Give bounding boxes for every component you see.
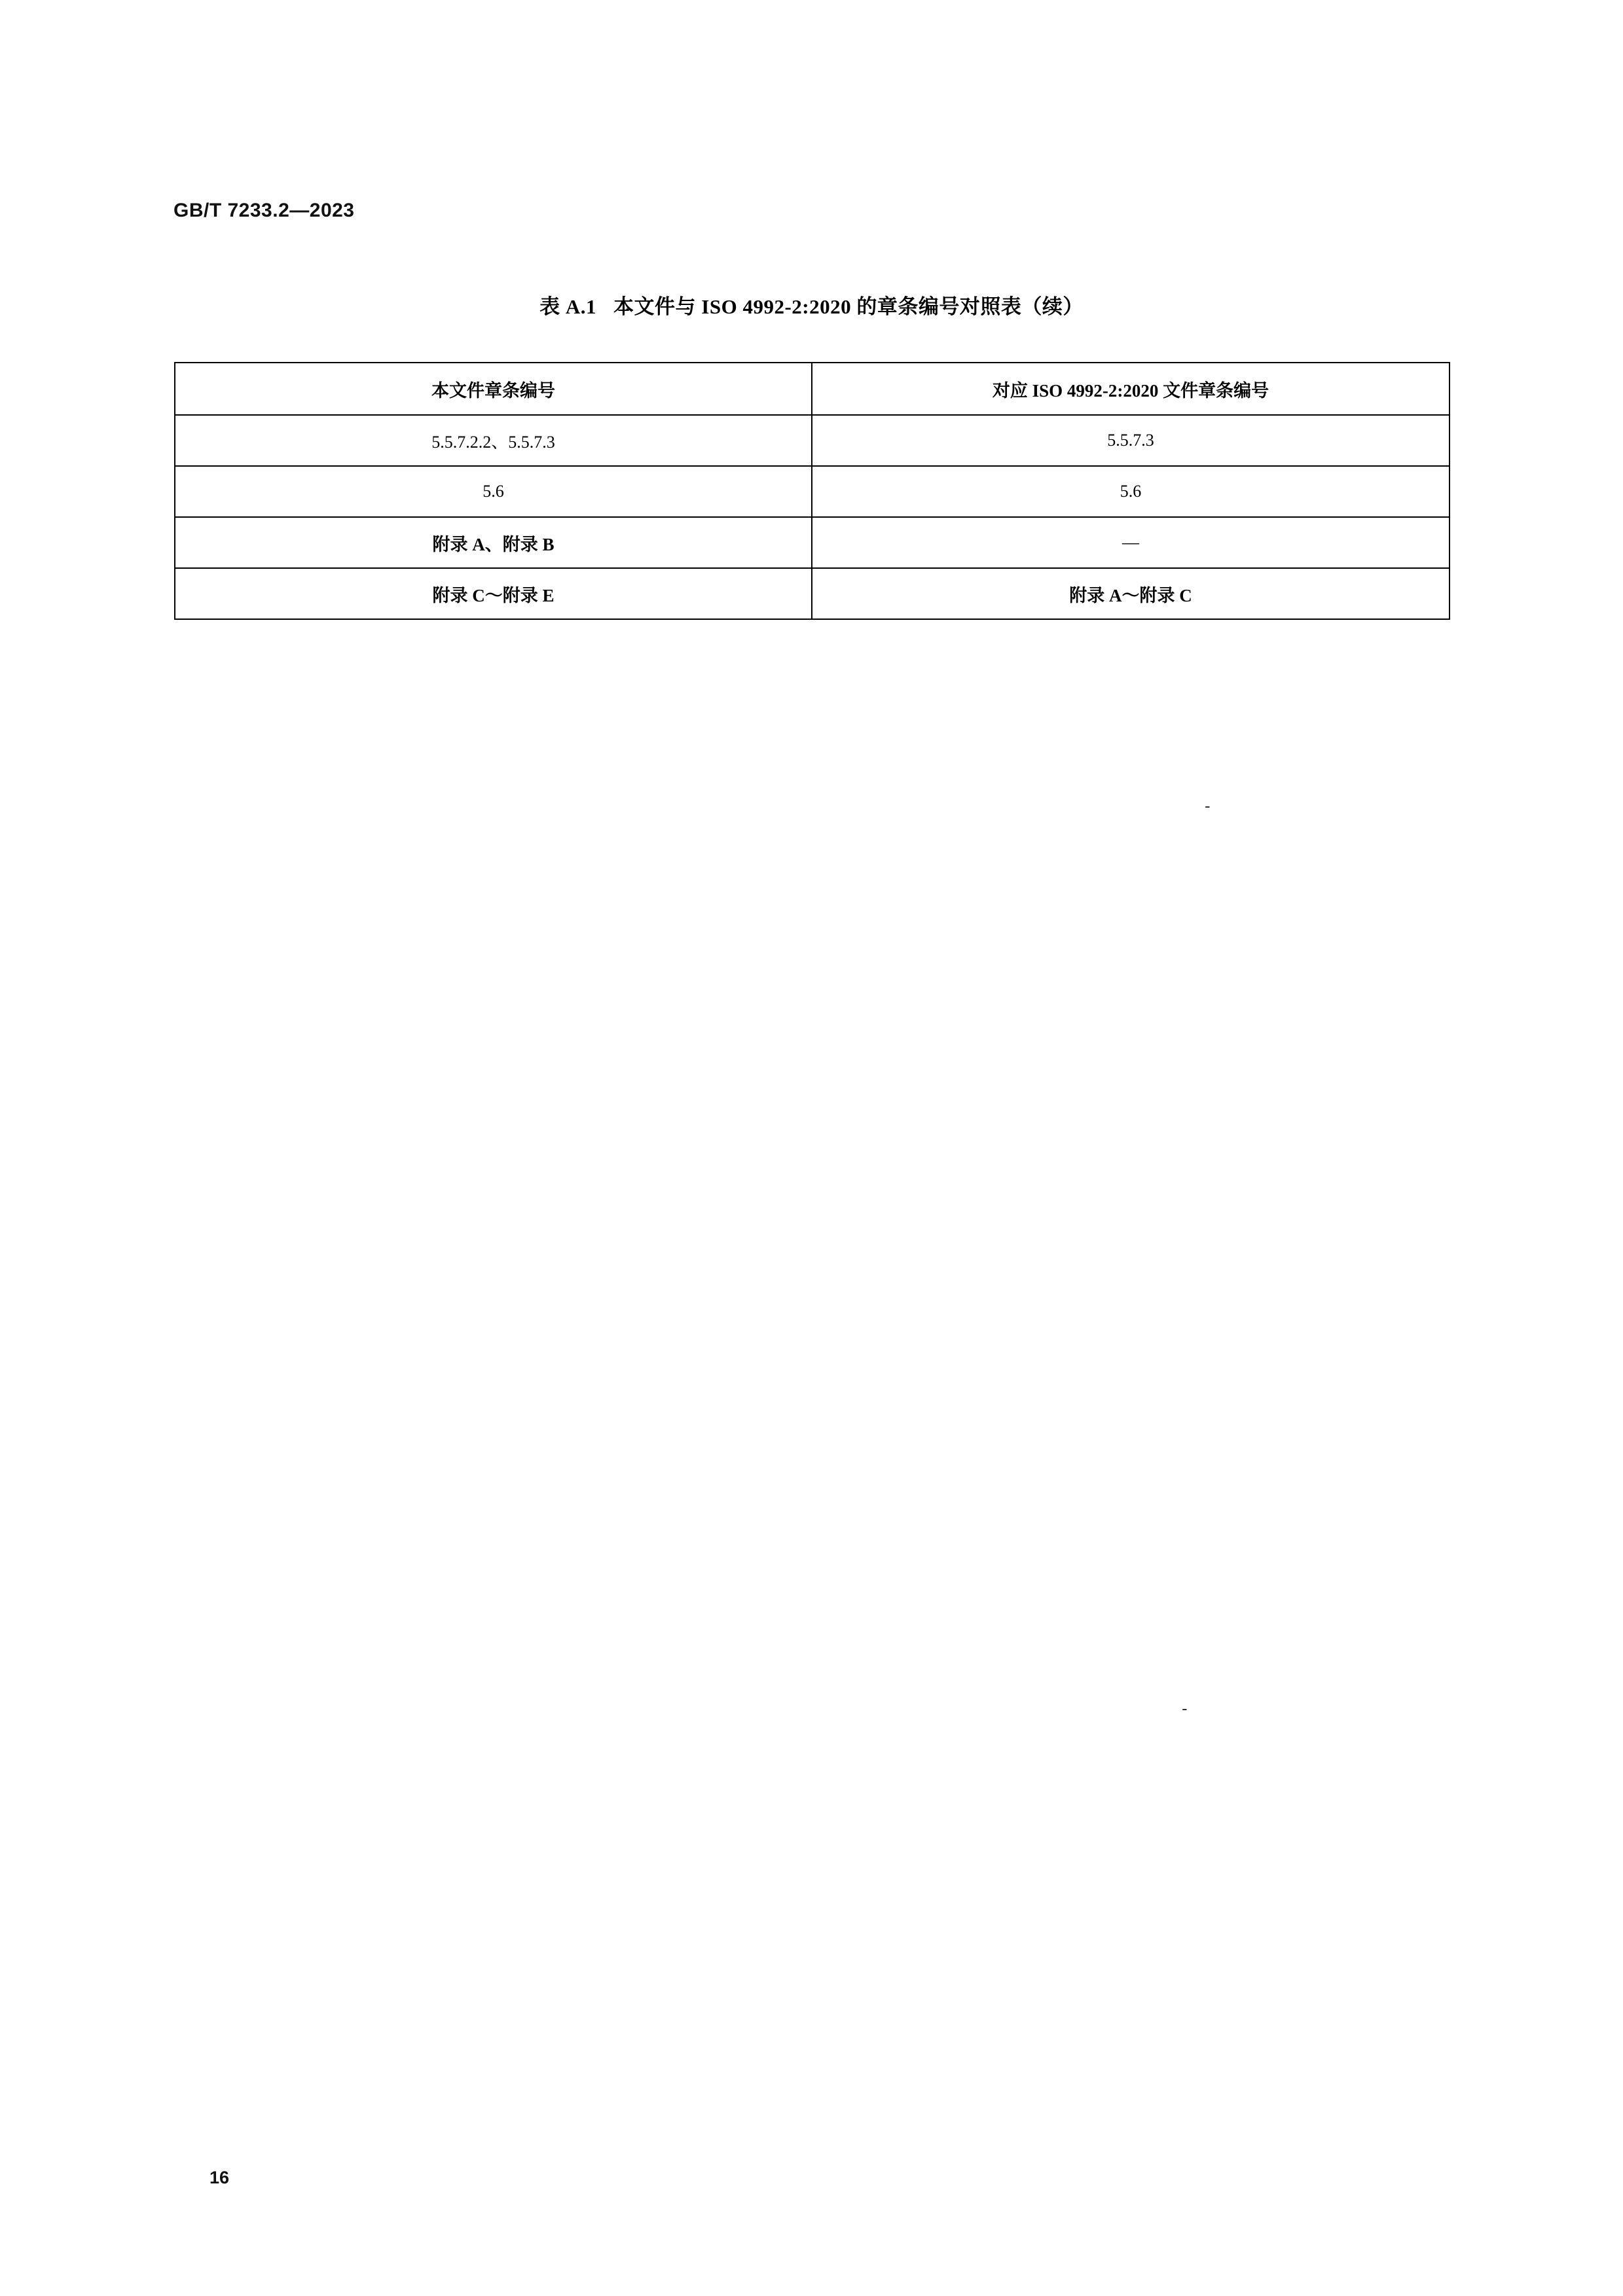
clause-mapping-table: [174, 362, 1450, 620]
table-cell-local: 附录 A、附录 B: [175, 517, 812, 568]
table-caption: [0, 290, 1623, 319]
table-caption-label: 表 A.1: [539, 295, 597, 318]
table-row: [175, 568, 1450, 619]
table-cell-iso: 5.5.7.3: [812, 415, 1450, 466]
stray-tick-mark-upper: -: [1205, 796, 1211, 816]
table-cell-local: 5.6: [175, 466, 812, 517]
table-caption-text: 本文件与 ISO 4992-2:2020 的章条编号对照表（续）: [613, 295, 1084, 318]
table-row: [175, 415, 1450, 466]
table-row: [175, 466, 1450, 517]
table-cell-local: 5.5.7.2.2、5.5.7.3: [175, 415, 812, 466]
table-cell-iso: 5.6: [812, 466, 1450, 517]
table-cell-iso: 附录 A～附录 C: [812, 568, 1450, 619]
table-row: [175, 517, 1450, 568]
table-column-header-iso: 对应 ISO 4992-2:2020 文件章条编号: [812, 363, 1450, 415]
running-header-standard-number: GB/T 7233.2—2023: [173, 200, 355, 221]
table-cell-iso: —: [812, 517, 1450, 568]
stray-tick-mark-lower: -: [1182, 1698, 1188, 1718]
table-cell-local: 附录 C～附录 E: [175, 568, 812, 619]
page-number: 16: [210, 2168, 230, 2187]
table-header-row: [175, 363, 1450, 415]
table-column-header-local: 本文件章条编号: [175, 363, 812, 415]
